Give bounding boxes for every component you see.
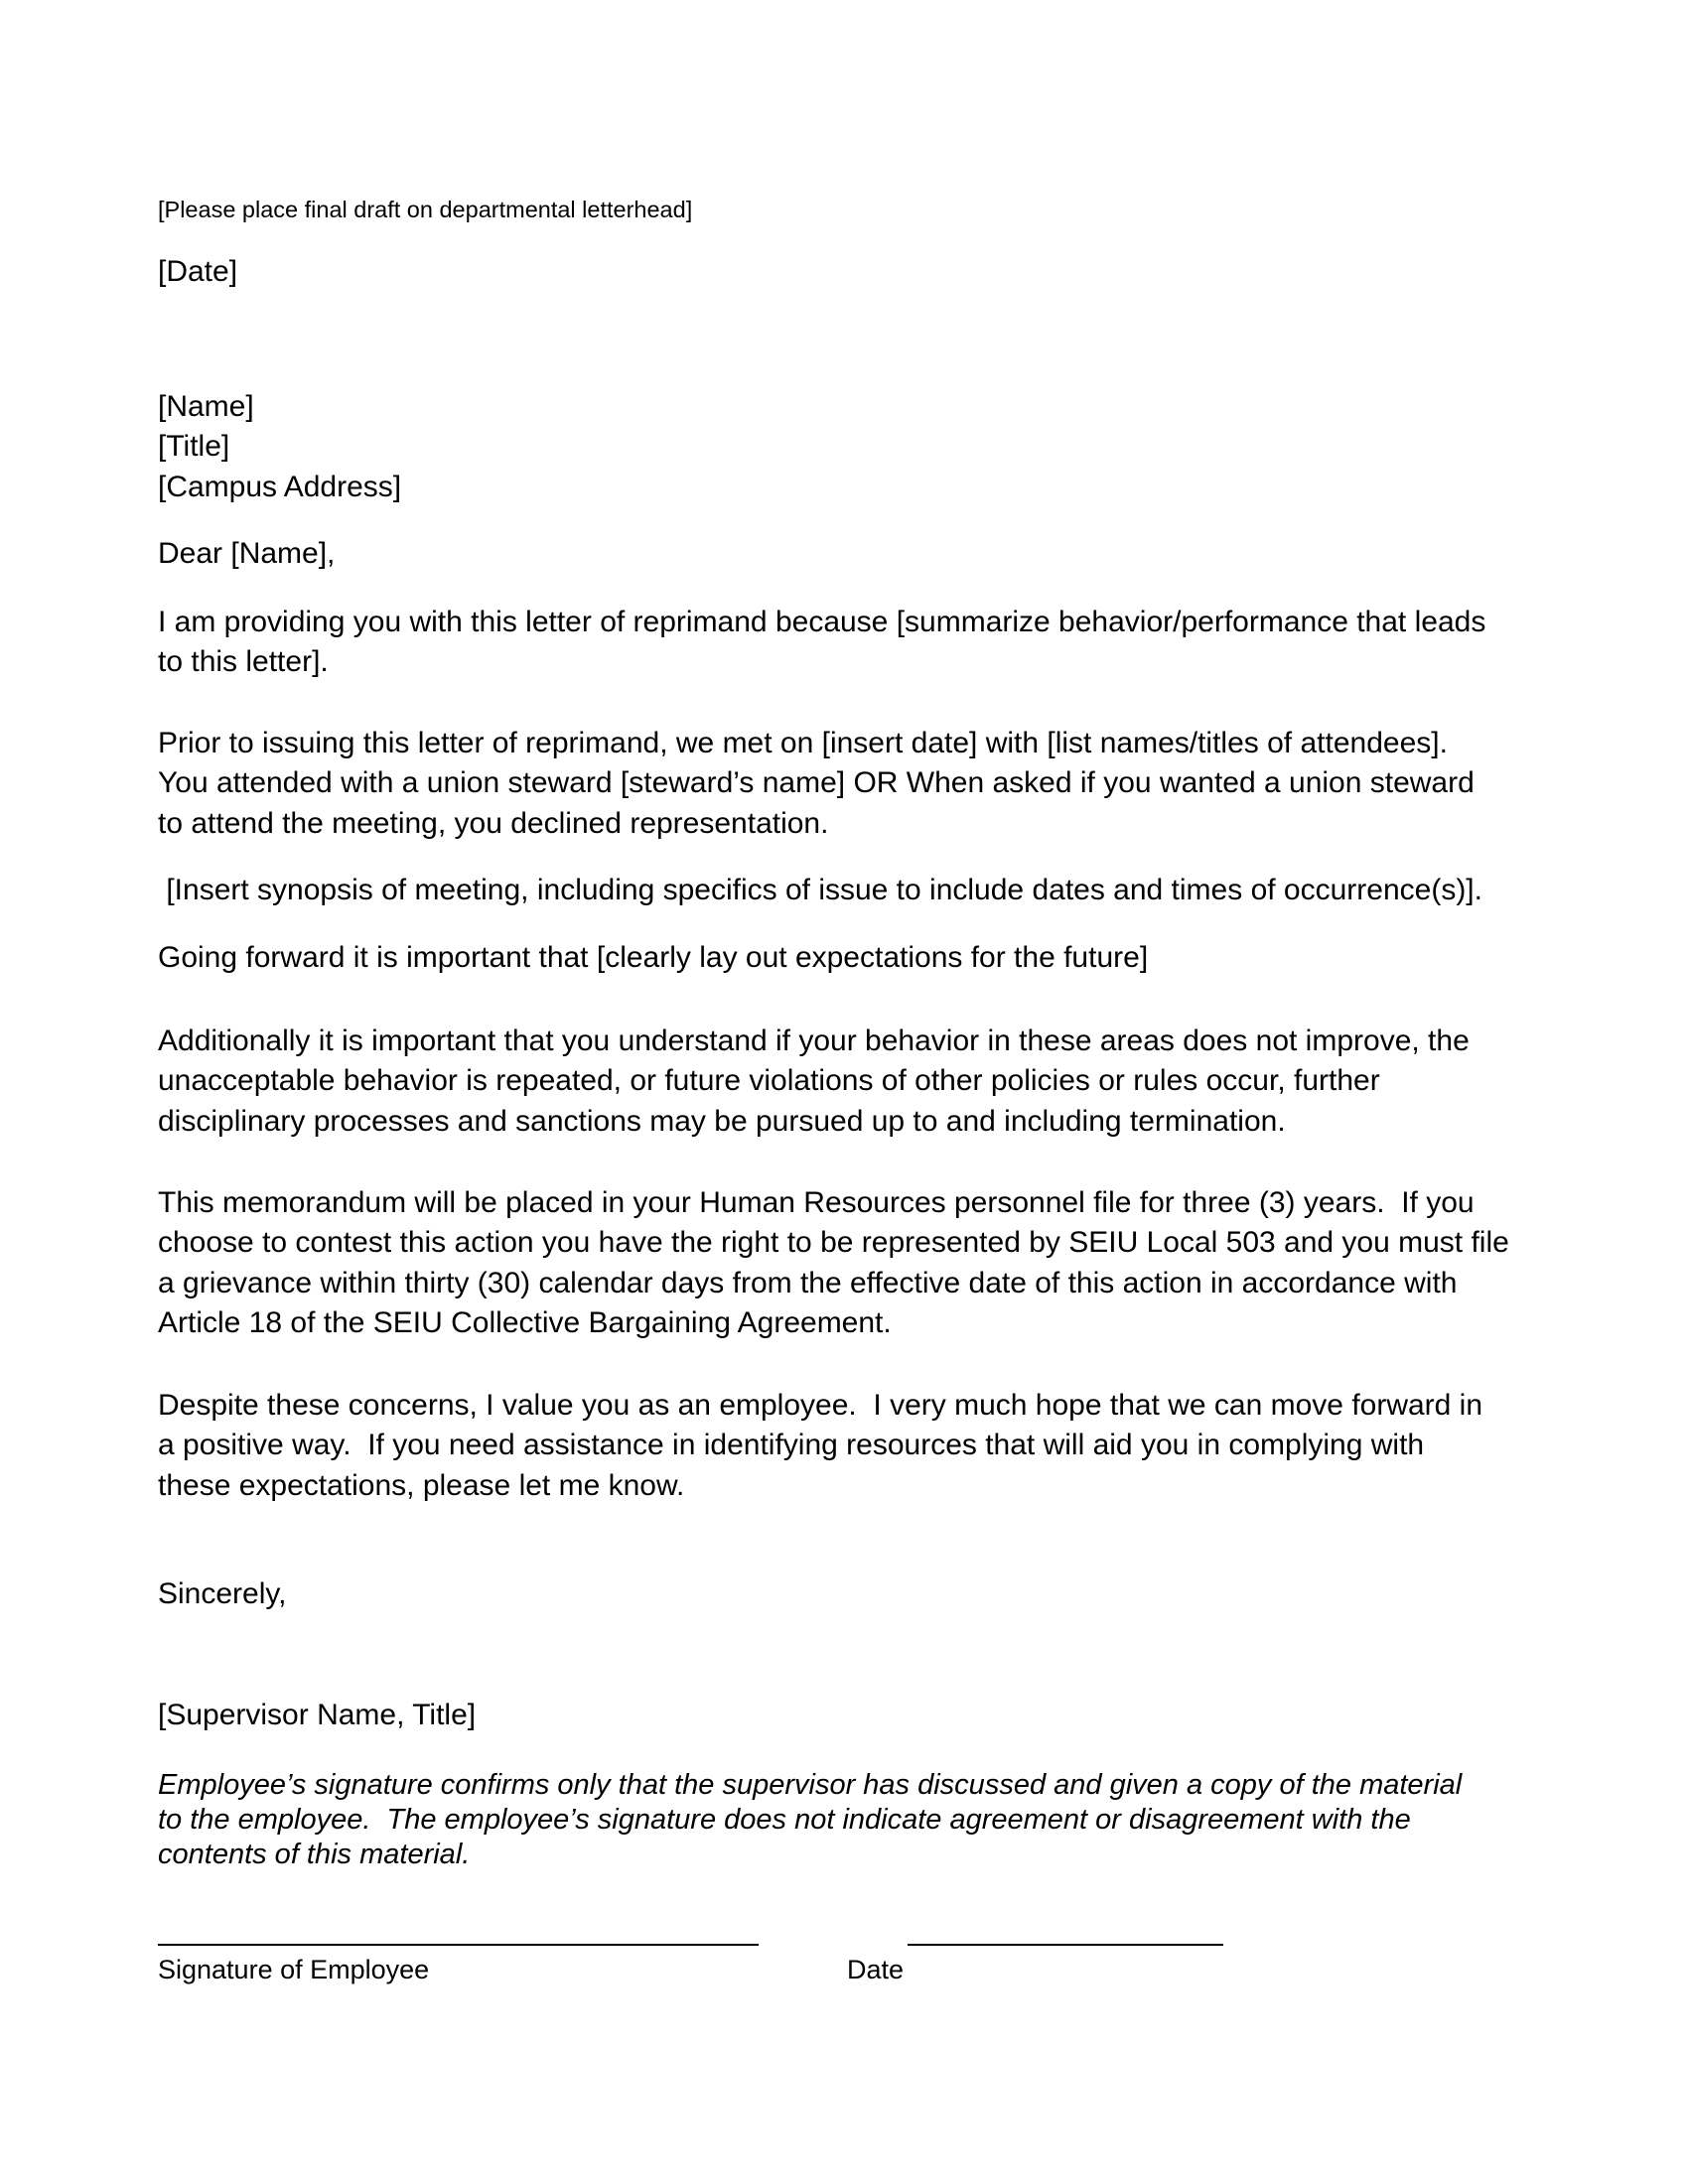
paragraph-line: to attend the meeting, you declined representation. — [158, 807, 829, 840]
date-label: Date — [847, 1955, 905, 1984]
paragraph-line: a grievance within thirty (30) calendar days from the effective date of this action in accordance with — [158, 1267, 1458, 1299]
paragraph-line: Additionally it is important that you understand if your behavior in these areas does not improve, the — [158, 1024, 1470, 1057]
paragraph-line: Prior to issuing this letter of reprimand, we met on [insert date] with [list names/titles of attendees]. — [158, 727, 1448, 759]
date-signature-line[interactable] — [908, 1944, 1223, 1946]
paragraph-line: Going forward it is important that [clearly lay out expectations for the future] — [158, 941, 1149, 974]
paragraph-line: unacceptable behavior is repeated, or future violations of other policies or rules occur, further — [158, 1064, 1380, 1097]
paragraph-line: [Insert synopsis of meeting, including specifics of issue to include dates and times of occurrence(s)]. — [158, 874, 1482, 906]
disclaimer-line: Employee’s signature confirms only that the supervisor has discussed and given a copy of the material — [158, 1769, 1463, 1801]
paragraph-line: Article 18 of the SEIU Collective Bargaining Agreement. — [158, 1306, 892, 1339]
disclaimer-line: contents of this material. — [158, 1839, 471, 1870]
recipient-title: [Title] — [158, 430, 230, 463]
recipient-address: [Campus Address] — [158, 471, 402, 503]
disclaimer-line: to the employee. The employee’s signature does not indicate agreement or disagreement with the — [158, 1804, 1411, 1836]
paragraph-line: choose to contest this action you have the right to be represented by SEIU Local 503 and you must file — [158, 1226, 1509, 1259]
paragraph-line: Despite these concerns, I value you as an employee. I very much hope that we can move forward in — [158, 1389, 1483, 1422]
closing: Sincerely, — [158, 1577, 287, 1610]
employee-signature-line[interactable] — [158, 1944, 759, 1946]
paragraph-line: I am providing you with this letter of reprimand because [summarize behavior/performance that leads — [158, 606, 1486, 638]
salutation: Dear [Name], — [158, 537, 336, 570]
paragraph-line: these expectations, please let me know. — [158, 1469, 685, 1502]
recipient-name: [Name] — [158, 390, 254, 423]
paragraph-line: a positive way. If you need assistance in identifying resources that will aid you in complying with — [158, 1429, 1425, 1461]
employee-signature-label: Signature of Employee — [158, 1955, 430, 1984]
signatory: [Supervisor Name, Title] — [158, 1699, 477, 1731]
letterhead-note: [Please place final draft on departmental letterhead] — [158, 197, 693, 222]
paragraph-line: to this letter]. — [158, 645, 329, 678]
paragraph-line: This memorandum will be placed in your Human Resources personnel file for three (3) years. If you — [158, 1186, 1475, 1219]
letter-date: [Date] — [158, 255, 238, 288]
paragraph-line: You attended with a union steward [steward’s name] OR When asked if you wanted a union steward — [158, 766, 1475, 799]
paragraph-line: disciplinary processes and sanctions may be pursued up to and including termination. — [158, 1105, 1286, 1138]
